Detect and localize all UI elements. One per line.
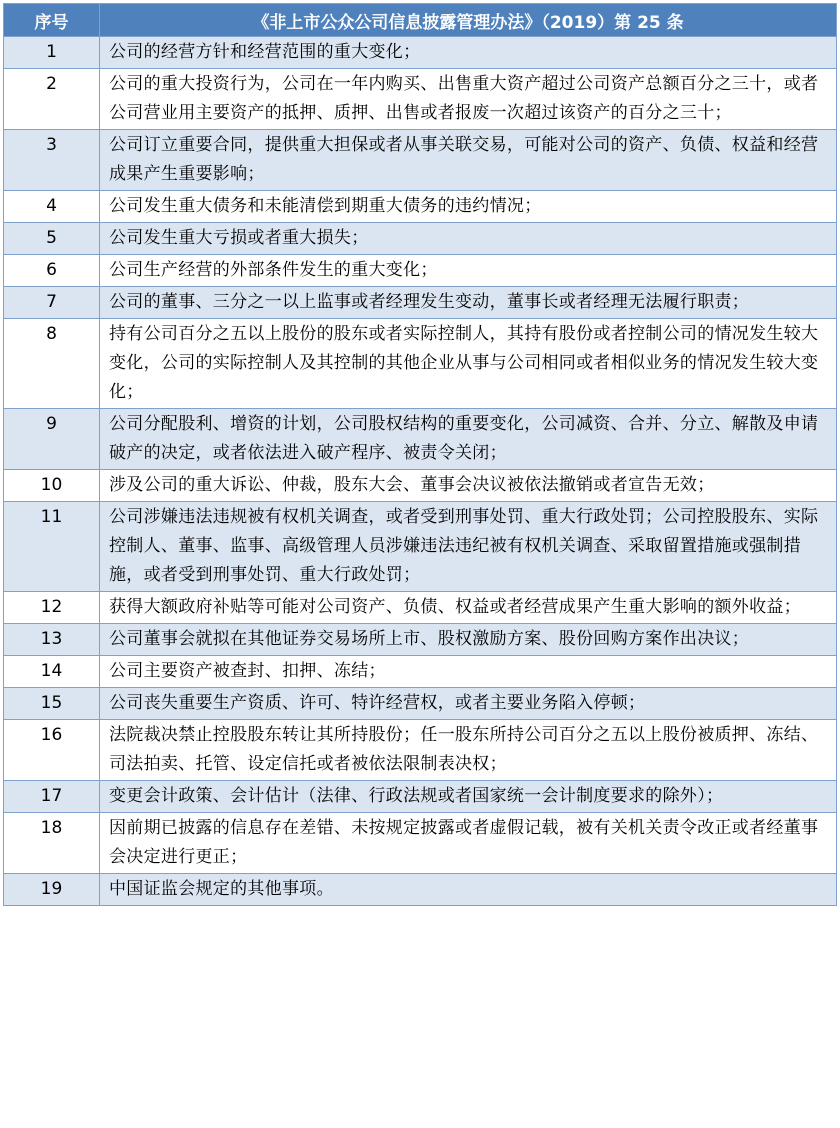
table-header-row xyxy=(4,4,837,37)
row-number: 1 xyxy=(4,37,100,69)
row-text: 公司丧失重要生产资质、许可、特许经营权，或者主要业务陷入停顿； xyxy=(100,688,837,720)
disclosure-table xyxy=(3,3,837,906)
row-text: 公司生产经营的外部条件发生的重大变化； xyxy=(100,255,837,287)
row-number: 12 xyxy=(4,592,100,624)
table-row xyxy=(4,255,837,287)
row-text: 涉及公司的重大诉讼、仲裁，股东大会、董事会决议被依法撤销或者宣告无效； xyxy=(100,470,837,502)
row-number: 16 xyxy=(4,720,100,781)
row-number: 15 xyxy=(4,688,100,720)
row-number: 19 xyxy=(4,874,100,906)
row-number: 3 xyxy=(4,130,100,191)
table-row xyxy=(4,287,837,319)
row-number: 14 xyxy=(4,656,100,688)
table-row xyxy=(4,781,837,813)
row-number: 10 xyxy=(4,470,100,502)
row-text: 法院裁决禁止控股股东转让其所持股份；任一股东所持公司百分之五以上股份被质押、冻结、司法拍卖、托管、设定信托或者被依法限制表决权； xyxy=(100,720,837,781)
row-text: 公司董事会就拟在其他证券交易场所上市、股权激励方案、股份回购方案作出决议； xyxy=(100,624,837,656)
row-text: 公司的经营方针和经营范围的重大变化； xyxy=(100,37,837,69)
row-text: 公司订立重要合同，提供重大担保或者从事关联交易，可能对公司的资产、负债、权益和经营成果产生重要影响； xyxy=(100,130,837,191)
row-text: 公司发生重大亏损或者重大损失； xyxy=(100,223,837,255)
row-number: 8 xyxy=(4,319,100,409)
table-row xyxy=(4,624,837,656)
table-row xyxy=(4,191,837,223)
row-number: 4 xyxy=(4,191,100,223)
table-row xyxy=(4,656,837,688)
row-text: 因前期已披露的信息存在差错、未按规定披露或者虚假记载，被有关机关责令改正或者经董事会决定进行更正； xyxy=(100,813,837,874)
row-number: 11 xyxy=(4,502,100,592)
row-number: 5 xyxy=(4,223,100,255)
row-text: 公司的重大投资行为，公司在一年内购买、出售重大资产超过公司资产总额百分之三十，或者公司营业用主要资产的抵押、质押、出售或者报废一次超过该资产的百分之三十； xyxy=(100,69,837,130)
table-row xyxy=(4,720,837,781)
table-row xyxy=(4,37,837,69)
row-text: 持有公司百分之五以上股份的股东或者实际控制人，其持有股份或者控制公司的情况发生较大变化，公司的实际控制人及其控制的其他企业从事与公司相同或者相似业务的情况发生较大变化； xyxy=(100,319,837,409)
table-row xyxy=(4,688,837,720)
row-text: 中国证监会规定的其他事项。 xyxy=(100,874,837,906)
row-text: 公司分配股利、增资的计划，公司股权结构的重要变化，公司减资、合并、分立、解散及申请破产的决定，或者依法进入破产程序、被责令关闭； xyxy=(100,409,837,470)
table-row xyxy=(4,319,837,409)
row-number: 2 xyxy=(4,69,100,130)
table-row xyxy=(4,69,837,130)
table-row xyxy=(4,130,837,191)
row-number: 7 xyxy=(4,287,100,319)
row-text: 变更会计政策、会计估计（法律、行政法规或者国家统一会计制度要求的除外）； xyxy=(100,781,837,813)
row-text: 获得大额政府补贴等可能对公司资产、负债、权益或者经营成果产生重大影响的额外收益； xyxy=(100,592,837,624)
row-text: 公司发生重大债务和未能清偿到期重大债务的违约情况； xyxy=(100,191,837,223)
row-number: 6 xyxy=(4,255,100,287)
row-text: 公司主要资产被查封、扣押、冻结； xyxy=(100,656,837,688)
table-row xyxy=(4,470,837,502)
row-number: 9 xyxy=(4,409,100,470)
table-row xyxy=(4,592,837,624)
row-text: 公司的董事、三分之一以上监事或者经理发生变动，董事长或者经理无法履行职责； xyxy=(100,287,837,319)
table-row xyxy=(4,874,837,906)
table-row xyxy=(4,813,837,874)
table-row xyxy=(4,502,837,592)
row-number: 17 xyxy=(4,781,100,813)
column-header-index: 序号 xyxy=(4,4,100,37)
row-number: 13 xyxy=(4,624,100,656)
table-row xyxy=(4,409,837,470)
column-header-content: 《非上市公众公司信息披露管理办法》（2019）第 25 条 xyxy=(100,4,837,37)
row-number: 18 xyxy=(4,813,100,874)
table-row xyxy=(4,223,837,255)
row-text: 公司涉嫌违法违规被有权机关调查，或者受到刑事处罚、重大行政处罚；公司控股股东、实际控制人、董事、监事、高级管理人员涉嫌违法违纪被有权机关调查、采取留置措施或强制措施，或者受到刑事处罚、重大行政处罚； xyxy=(100,502,837,592)
